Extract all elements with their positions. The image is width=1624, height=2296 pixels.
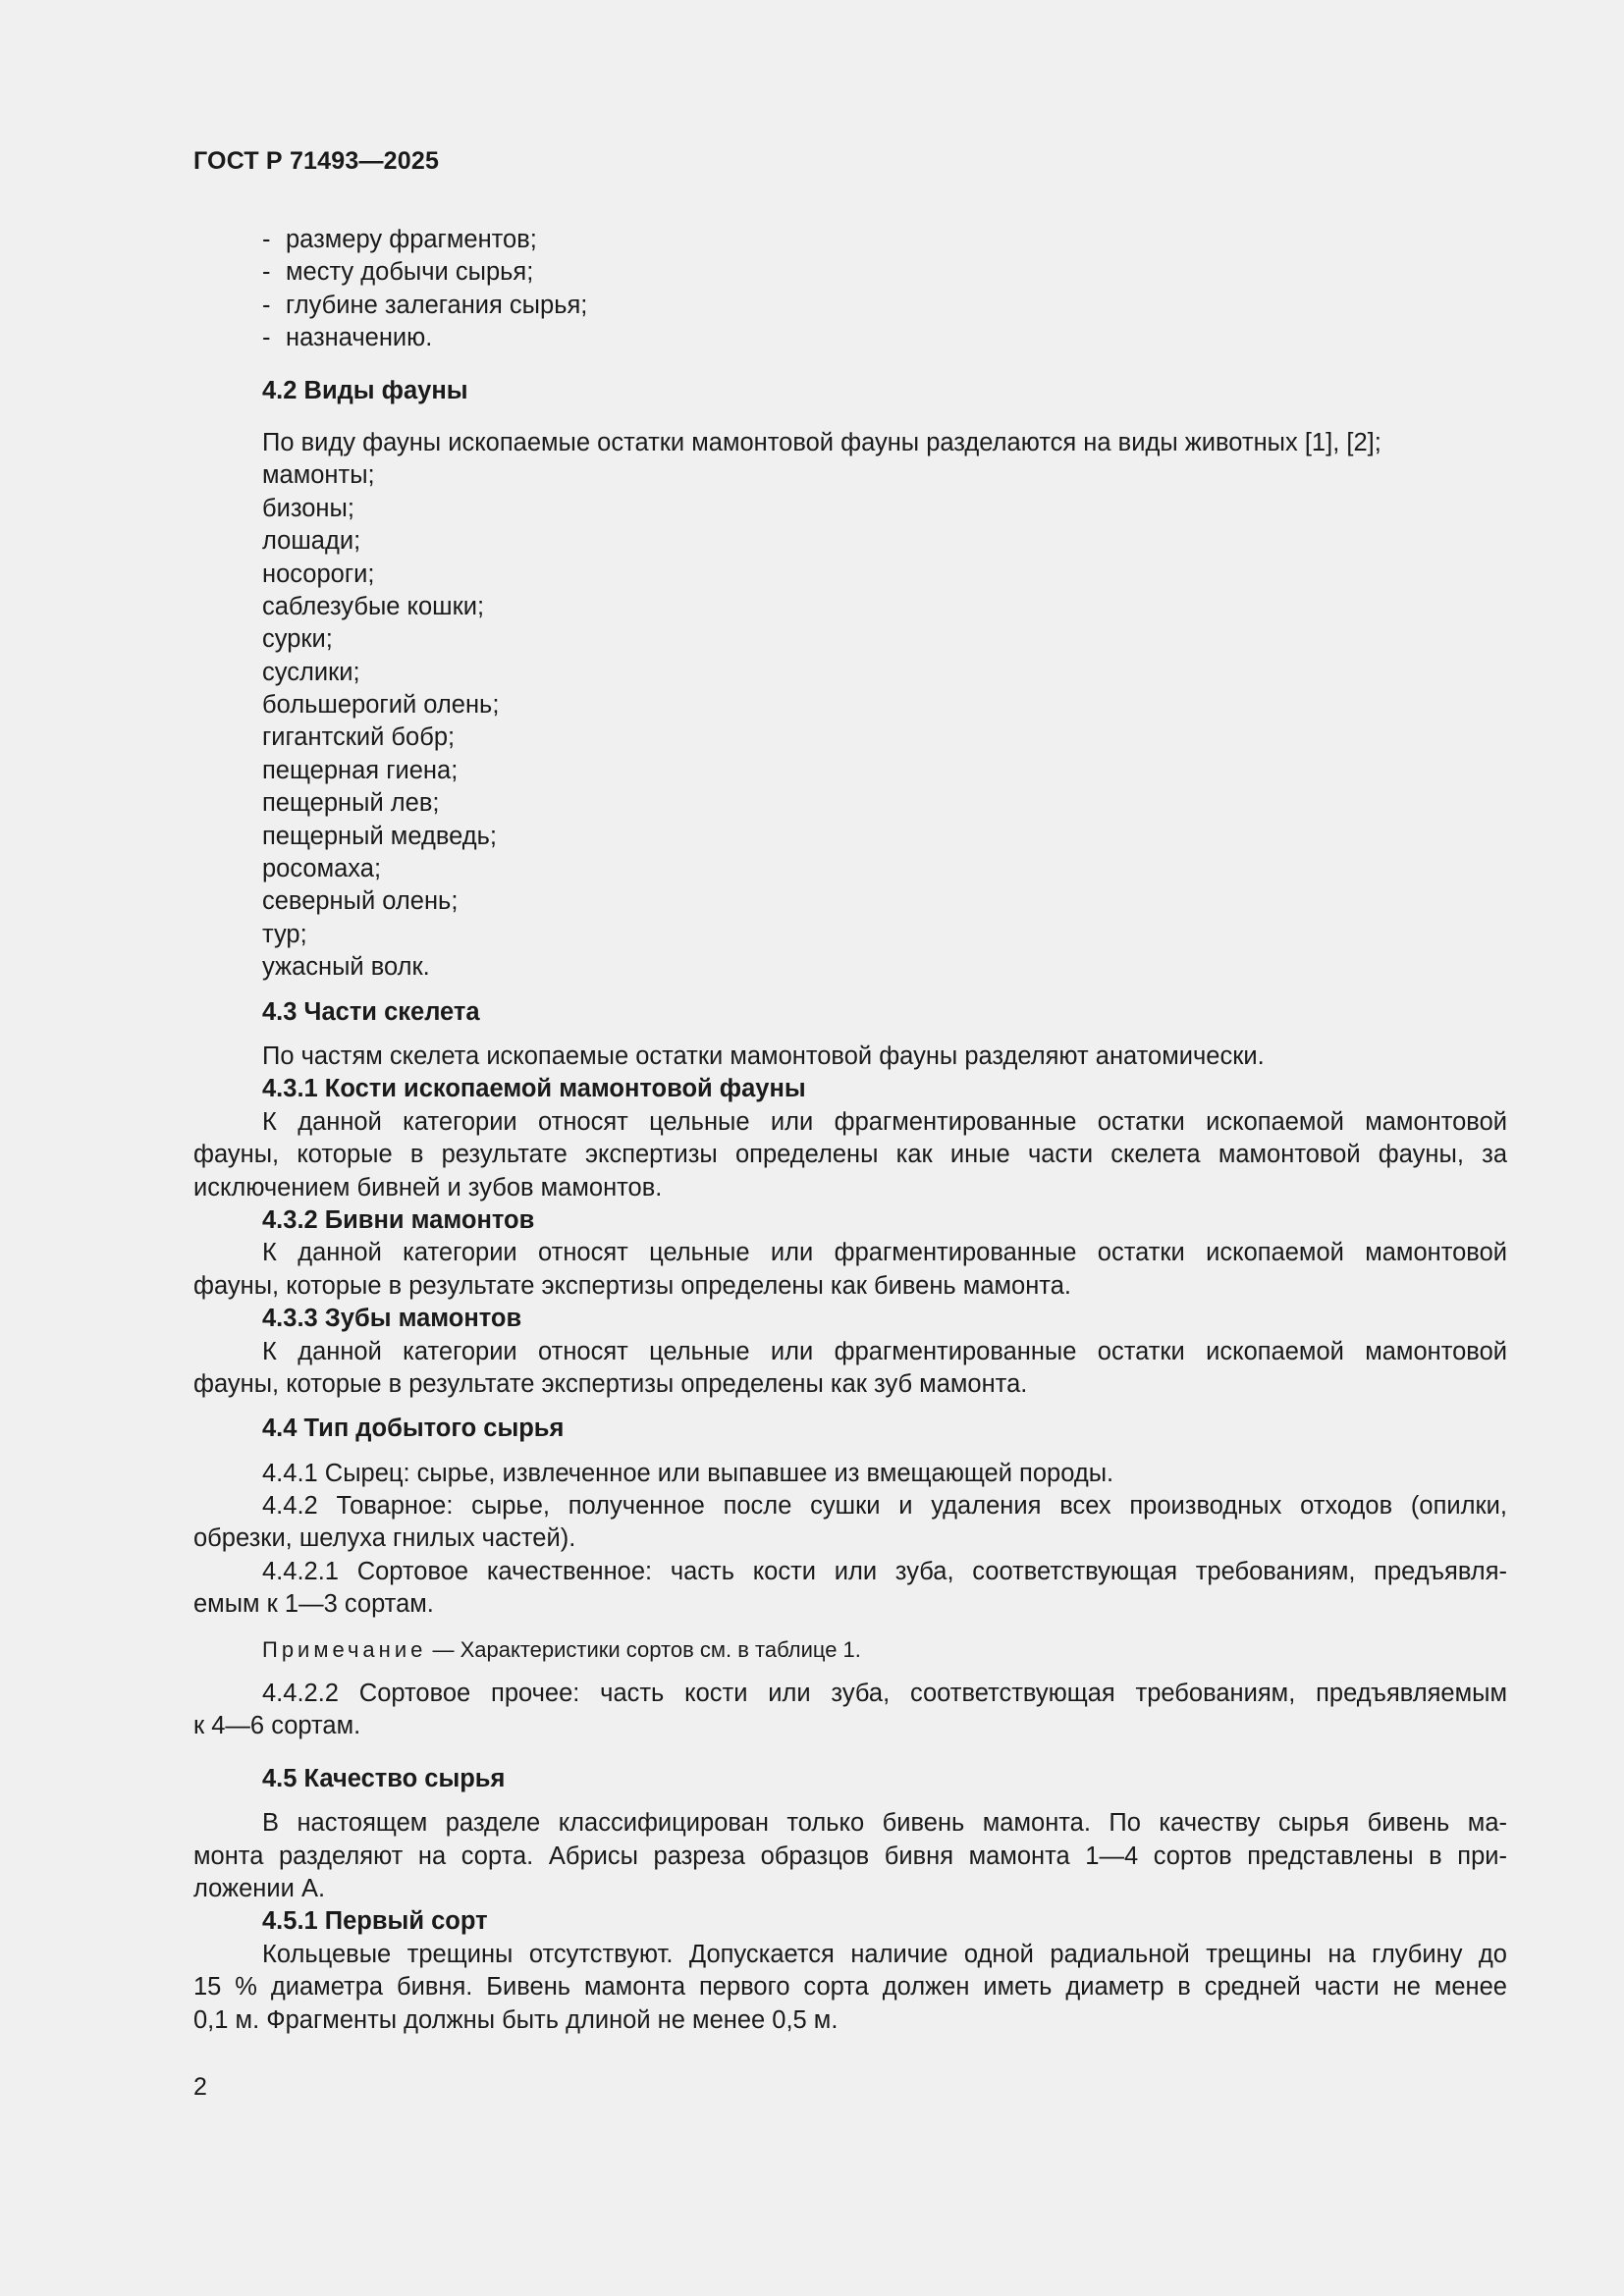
section-heading-4-3: 4.3 Части скелета	[262, 997, 480, 1026]
note-text: — Характеристики сортов см. в таблице 1.	[426, 1636, 861, 1662]
section-4-2-intro: По виду фауны ископаемые остатки мамонтовой фауны разделаются на виды животных [1], [2];	[262, 428, 1381, 456]
paragraph-line: К данной категории относят цельные или фрагментированные остатки ископаемой мамонтовой	[262, 1239, 1507, 1267]
animal-item: пещерная гиена;	[262, 756, 459, 784]
subsection-heading-4-3-1: 4.3.1 Кости ископаемой мамонтовой фауны	[262, 1075, 806, 1103]
animal-item: лошади;	[262, 527, 361, 556]
animal-item: гигантский бобр;	[262, 723, 456, 752]
section-heading-4-2: 4.2 Виды фауны	[262, 376, 468, 404]
dash-marker: -	[262, 291, 271, 319]
animal-item: суслики;	[262, 658, 360, 686]
animal-item: росомаха;	[262, 855, 382, 883]
animal-item: мамонты;	[262, 461, 375, 490]
section-heading-4-5: 4.5 Качество сырья	[262, 1764, 506, 1792]
list-item: - глубине залегания сырья;	[193, 290, 1507, 322]
paragraph-line: фауны, которые в результате экспертизы определены как иные части скелета мамонтовой фауны, за	[193, 1141, 1507, 1169]
paragraph-line: 4.4.2 Товарное: сырье, полученное после сушки и удаления всех производных отходов (опилки,	[262, 1492, 1507, 1521]
section-heading-4-4: 4.4 Тип добытого сырья	[262, 1415, 565, 1443]
paragraph-line: 4.4.1 Сырец: сырье, извлеченное или выпавшее из вмещающей породы.	[262, 1459, 1114, 1487]
paragraph-line: 15 % диаметра бивня. Бивень мамонта первого сорта должен иметь диаметр в средней части не менее	[193, 1973, 1507, 2002]
page-number: 2	[193, 2073, 207, 2101]
paragraph-line: 4.4.2.2 Сортовое прочее: часть кости или зуба, соответствующая требованиям, предъявляемым	[262, 1680, 1507, 1708]
animal-item: тур;	[262, 920, 307, 948]
section-4-3-intro: По частям скелета ископаемые остатки мамонтовой фауны разделяют анатомически.	[262, 1041, 1265, 1070]
paragraph-line: ложении А.	[193, 1874, 326, 1902]
subsection-heading-4-3-2: 4.3.2 Бивни мамонтов	[262, 1205, 535, 1234]
animal-item: бизоны;	[262, 494, 354, 522]
list-item: - назначению.	[193, 322, 1507, 354]
paragraph-line: исключением бивней и зубов мамонтов.	[193, 1173, 663, 1201]
animal-item: пещерный медведь;	[262, 822, 497, 850]
animal-item: пещерный лев;	[262, 789, 440, 818]
paragraph-line: фауны, которые в результате экспертизы определены как бивень мамонта.	[193, 1271, 1071, 1300]
dash-marker: -	[262, 258, 271, 287]
animal-item: носороги;	[262, 560, 375, 588]
note-label: Примечание	[262, 1636, 427, 1662]
paragraph-line: монта разделяют на сорта. Абрисы разреза образцов бивня мамонта 1—4 сортов представлены в при-	[193, 1842, 1507, 1870]
subsection-heading-4-3-3: 4.3.3 Зубы мамонтов	[262, 1305, 522, 1333]
paragraph-line: к 4—6 сортам.	[193, 1712, 361, 1740]
list-item: - размеру фрагментов;	[193, 224, 1507, 256]
animal-item: сурки;	[262, 625, 333, 654]
animal-item: ужасный волк.	[262, 953, 430, 982]
document-header: ГОСТ Р 71493—2025	[193, 147, 440, 175]
animal-item: саблезубые кошки;	[262, 592, 485, 620]
paragraph-line: емым к 1—3 сортам.	[193, 1590, 434, 1619]
paragraph-line: Кольцевые трещины отсутствуют. Допускается наличие одной радиальной трещины на глубину до	[262, 1940, 1507, 1968]
subsection-heading-4-5-1: 4.5.1 Первый сорт	[262, 1907, 488, 1936]
paragraph-line: В настоящем разделе классифицирован только бивень мамонта. По качеству сырья бивень ма-	[262, 1809, 1507, 1838]
paragraph-line: К данной категории относят цельные или фрагментированные остатки ископаемой мамонтовой	[262, 1337, 1507, 1365]
animal-item: северный олень;	[262, 887, 459, 916]
note	[193, 1633, 1507, 1666]
animal-item: большерогий олень;	[262, 691, 500, 720]
document-body	[193, 224, 1507, 2037]
list-item: - месту добычи сырья;	[193, 256, 1507, 289]
paragraph-line: К данной категории относят цельные или фрагментированные остатки ископаемой мамонтовой	[262, 1107, 1507, 1136]
paragraph-line: 0,1 м. Фрагменты должны быть длиной не менее 0,5 м.	[193, 2005, 839, 2034]
dash-marker: -	[262, 226, 271, 253]
paragraph-line: фауны, которые в результате экспертизы определены как зуб мамонта.	[193, 1369, 1028, 1398]
dash-marker: -	[262, 324, 271, 352]
paragraph-line: 4.4.2.1 Сортовое качественное: часть кости или зуба, соответствующая требованиям, предъявля-	[262, 1557, 1507, 1585]
paragraph-line: обрезки, шелуха гнилых частей).	[193, 1524, 576, 1553]
